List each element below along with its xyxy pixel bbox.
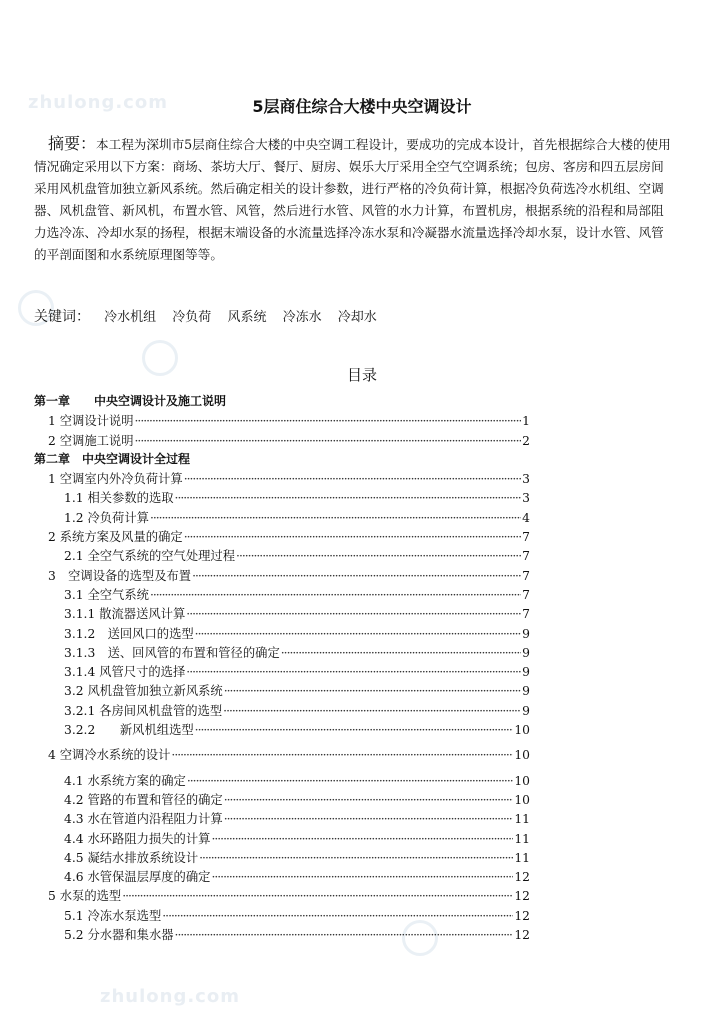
abstract-section <box>34 133 674 266</box>
document-title: 5层商住综合大楼中央空调设计 <box>252 97 472 116</box>
toc-entry <box>34 411 530 430</box>
toc-title: 目录 <box>346 366 377 384</box>
toc-page-number: 11 <box>514 831 530 846</box>
watermark-text: zhulong.com <box>100 986 240 1007</box>
toc-entry <box>34 809 530 828</box>
toc-entry-label: 1.1 相关参数的选取 <box>64 491 174 506</box>
table-of-contents <box>34 392 530 944</box>
toc-leader <box>199 851 513 865</box>
toc-leader <box>195 723 514 737</box>
toc-entry <box>34 848 530 867</box>
toc-leader <box>211 870 513 884</box>
toc-entry-label: 1 空调室内外冷负荷计算 <box>48 472 183 487</box>
toc-entry-label: 3.1.3 送、回风管的布置和管径的确定 <box>64 645 280 660</box>
toc-entry-label: 2 系统方案及风量的确定 <box>48 530 183 545</box>
keyword: 冷水机组 <box>104 310 157 325</box>
toc-entry <box>34 867 530 886</box>
toc-page-number: 7 <box>522 607 530 622</box>
toc-entry <box>34 925 530 944</box>
toc-leader <box>224 684 521 698</box>
toc-page-number: 10 <box>514 723 530 738</box>
toc-leader <box>175 491 522 505</box>
toc-leader <box>223 704 521 718</box>
toc-entry-label: 4.2 管路的布置和管径的确定 <box>64 792 223 807</box>
toc-entry-label: 3.2.1 各房间风机盘管的选型 <box>64 703 223 718</box>
toc-entry-label: 5.2 分水器和集水器 <box>64 928 174 943</box>
toc-entry <box>34 604 530 623</box>
toc-entry <box>34 643 530 662</box>
toc-entry-label: 5.1 冷冻水泵选型 <box>64 908 162 923</box>
toc-entry <box>34 720 530 739</box>
toc-entry-label: 1.2 冷负荷计算 <box>64 510 149 525</box>
toc-entry <box>34 681 530 700</box>
toc-entry-label: 3 空调设备的选型及布置 <box>48 568 192 583</box>
toc-leader <box>135 434 522 448</box>
toc-entry <box>34 431 530 450</box>
toc-entry <box>34 771 530 790</box>
toc-page-number: 10 <box>514 748 530 763</box>
toc-entry <box>34 790 530 809</box>
toc-leader <box>135 414 522 428</box>
toc-leader <box>211 832 513 846</box>
toc-entry <box>34 546 530 565</box>
toc-leader <box>122 889 513 903</box>
keyword: 冷却水 <box>337 310 377 325</box>
keywords-label: 关键词： <box>34 309 90 325</box>
watermark-text: zhulong.com <box>28 92 168 113</box>
toc-entry <box>34 624 530 643</box>
toc-leader <box>192 569 521 583</box>
toc-page-number: 11 <box>514 850 530 865</box>
toc-page-number: 12 <box>514 928 530 943</box>
toc-leader <box>186 665 521 679</box>
toc-leader <box>150 511 521 525</box>
toc-page-number: 3 <box>522 472 530 487</box>
toc-leader <box>186 607 521 621</box>
toc-page-number: 1 <box>522 414 530 429</box>
toc-entry-label: 4.6 水管保温层厚度的确定 <box>64 870 211 885</box>
toc-entry-label: 3.1.4 风管尺寸的选择 <box>64 665 186 680</box>
toc-page-number: 7 <box>522 587 530 602</box>
toc-page-number: 9 <box>522 703 530 718</box>
toc-leader <box>187 774 514 788</box>
toc-entry <box>34 585 530 604</box>
abstract-label: 摘要： <box>48 134 97 153</box>
toc-entry-label: 3.1.1 散流器送风计算 <box>64 607 186 622</box>
toc-chapter-label: 第二章 中央空调设计全过程 <box>34 451 191 466</box>
toc-entry <box>34 508 530 527</box>
toc-entry-label: 4 空调冷水系统的设计 <box>48 748 171 763</box>
toc-page-number: 2 <box>522 433 530 448</box>
toc-chapter-heading <box>34 450 530 469</box>
toc-chapter-heading <box>34 392 530 411</box>
toc-entry-label: 1 空调设计说明 <box>48 414 134 429</box>
toc-page-number: 7 <box>522 568 530 583</box>
toc-entry-label: 4.3 水在管道内沿程阻力计算 <box>64 812 223 827</box>
toc-page-number: 10 <box>514 792 530 807</box>
toc-entry <box>34 566 530 585</box>
toc-entry-label: 4.4 水环路阻力损失的计算 <box>64 831 211 846</box>
toc-entry <box>34 662 530 681</box>
keywords-section <box>34 306 389 326</box>
toc-entry-label: 4.5 凝结水排放系统设计 <box>64 850 199 865</box>
toc-entry-label: 5 水泵的选型 <box>48 889 122 904</box>
toc-leader <box>150 588 521 602</box>
toc-leader <box>184 530 521 544</box>
toc-page-number: 4 <box>522 510 530 525</box>
toc-entry-label: 3.1.2 送回风口的选型 <box>64 626 194 641</box>
toc-entry-label: 3.2 风机盘管加独立新风系统 <box>64 684 223 699</box>
toc-entry-label: 2.1 全空气系统的空气处理过程 <box>64 549 236 564</box>
toc-page-number: 7 <box>522 530 530 545</box>
toc-entry <box>34 829 530 848</box>
toc-entry <box>34 701 530 720</box>
toc-leader <box>162 909 513 923</box>
toc-page-number: 12 <box>514 870 530 885</box>
toc-page-number: 7 <box>522 549 530 564</box>
toc-page-number: 12 <box>514 908 530 923</box>
toc-page-number: 9 <box>522 665 530 680</box>
toc-entry <box>34 488 530 507</box>
toc-entry <box>34 527 530 546</box>
toc-page-number: 10 <box>514 773 530 788</box>
toc-chapter-label: 第一章 中央空调设计及施工说明 <box>34 394 227 408</box>
toc-page-number: 9 <box>522 626 530 641</box>
keyword: 冷负荷 <box>172 310 212 325</box>
toc-page-number: 11 <box>514 812 530 827</box>
toc-entry <box>34 745 530 764</box>
toc-entry-label: 4.1 水系统方案的确定 <box>64 773 186 788</box>
toc-page-number: 3 <box>522 491 530 506</box>
toc-page-number: 12 <box>514 889 530 904</box>
toc-entry-label: 2 空调施工说明 <box>48 433 134 448</box>
toc-leader <box>281 646 521 660</box>
toc-leader <box>171 748 513 762</box>
toc-leader <box>195 627 522 641</box>
toc-entry-label: 3.1 全空气系统 <box>64 587 149 602</box>
toc-leader <box>184 472 521 486</box>
toc-leader <box>224 812 514 826</box>
toc-leader <box>224 793 514 807</box>
keyword: 冷冻水 <box>282 310 322 325</box>
toc-entry-label: 3.2.2 新风机组选型 <box>64 723 194 738</box>
toc-entry <box>34 469 530 488</box>
toc-entry <box>34 886 530 905</box>
abstract-text: 本工程为深圳市5层商住综合大楼的中央空调工程设计，要成功的完成本设计，首先根据综合大楼的使用情况确定采用以下方案：商场、茶坊大厅、餐厅、厨房、娱乐大厅采用全空气空调系统；包房、客房和四五层房间采用风机盘管加独立新风系统。然后确定相关的设计参数，进行严格的冷负荷计算，根据冷负荷选冷水机组、空调器、风机盘管、新风机，布置水管、风管，然后进行水管、风管的水力计算，布置机房，根据系统的沿程和局部阻力选冷冻、冷却水泵的扬程，根据末端设备的水流量选择冷冻水泵和冷凝器水流量选择冷却水泵，设计水管、风管的平剖面图和水系统原理图等等。 <box>34 137 671 262</box>
keyword: 风系统 <box>227 310 267 325</box>
toc-page-number: 9 <box>522 645 530 660</box>
toc-page-number: 9 <box>522 684 530 699</box>
toc-entry <box>34 906 530 925</box>
toc-leader <box>175 928 514 942</box>
toc-leader <box>236 549 521 563</box>
